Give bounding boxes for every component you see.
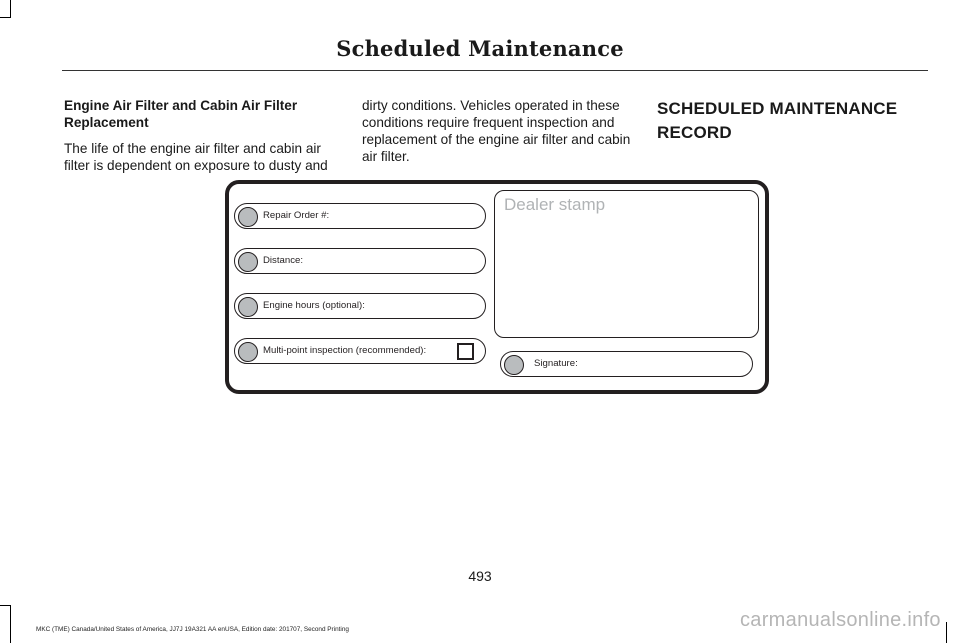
signature-field[interactable] xyxy=(500,351,753,377)
repair-order-field[interactable] xyxy=(234,203,486,229)
sub-heading: Engine Air Filter and Cabin Air Filter Replacement xyxy=(64,98,298,130)
maintenance-record-card xyxy=(225,180,769,394)
edition-footer: MKC (TME) Canada/United States of America, JJ7J 19A321 AA enUSA, Edition date: 201707, Second Printing xyxy=(36,626,349,633)
paragraph: The life of the engine air filter and cabin air filter is dependent on exposure to dusty and xyxy=(64,141,328,173)
crop-mark xyxy=(946,622,947,643)
field-dot-icon xyxy=(238,207,258,227)
field-dot-icon xyxy=(238,252,258,272)
watermark: carmanualsonline.info xyxy=(740,609,941,631)
section-title-line: RECORD xyxy=(657,123,732,142)
text-column-left xyxy=(64,97,336,174)
text-column-middle xyxy=(362,97,634,165)
crop-mark xyxy=(10,0,11,18)
field-dot-icon xyxy=(238,297,258,317)
page-number: 493 xyxy=(468,568,492,584)
crop-mark xyxy=(10,605,11,643)
multipoint-inspection-field[interactable] xyxy=(234,338,486,364)
crop-mark xyxy=(0,605,11,606)
section-title-line: SCHEDULED MAINTENANCE xyxy=(657,99,898,118)
field-dot-icon xyxy=(504,355,524,375)
paragraph: dirty conditions. Vehicles operated in these conditions require frequent inspection and replacement of the engine air filter and cabin air filter. xyxy=(362,98,631,164)
page-header-title: Scheduled Maintenance xyxy=(336,36,624,61)
header-divider xyxy=(62,70,928,71)
field-label: Signature: xyxy=(534,358,578,369)
field-label: Repair Order #: xyxy=(263,210,330,221)
dealer-stamp-label: Dealer stamp xyxy=(504,195,606,214)
field-dot-icon xyxy=(238,342,258,362)
inspection-checkbox[interactable] xyxy=(457,343,474,360)
distance-field[interactable] xyxy=(234,248,486,274)
field-label: Engine hours (optional): xyxy=(263,300,365,311)
field-label: Distance: xyxy=(263,255,303,266)
dealer-stamp-box xyxy=(494,190,759,338)
crop-mark xyxy=(0,17,11,18)
section-title xyxy=(657,97,917,145)
field-label: Multi-point inspection (recommended): xyxy=(263,345,427,356)
engine-hours-field[interactable] xyxy=(234,293,486,319)
